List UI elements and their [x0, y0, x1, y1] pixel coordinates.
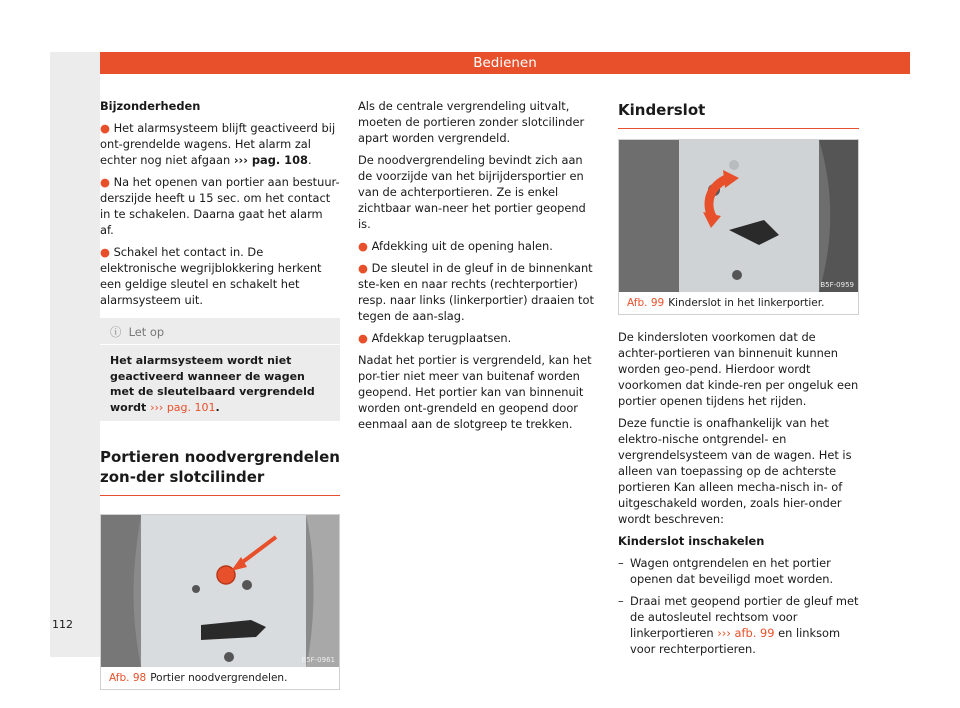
figure-98-image — [101, 515, 339, 667]
note-header — [100, 318, 340, 345]
note-body: Het alarmsysteem wordt niet geactiveerd wanneer de wagen met de sleutelbaard vergrendeld wordt ››› pag. 101. — [110, 354, 315, 414]
figure-98 — [100, 514, 340, 690]
bullet-icon: ● — [358, 261, 372, 275]
list-item: ● Afdekking uit de opening halen. — [358, 239, 553, 253]
page-number: 112 — [52, 618, 73, 631]
page-frame — [50, 52, 910, 684]
note-page-ref-link[interactable]: ››› pag. 101 — [150, 400, 216, 414]
step-item: – Draai met geopend portier de gleuf met de autosleutel rechtsom voor linkerportieren ››› afb. 99 en linksom voor rechterportieren. — [618, 593, 859, 657]
paragraph: Nadat het portier is vergrendeld, kan het por-tier niet meer van buitenaf worden geopend. Het portier kan van binnenuit worden ont-grendeld en geopend door eenmaal aan de slotgreep te trekken. — [358, 353, 592, 431]
list-item: ● Na het openen van portier aan bestuur-derszijde heeft u 15 sec. om het contact in te schakelen. Daarna gaat het alarm af. — [100, 175, 340, 237]
child-lock-illustration — [619, 140, 858, 292]
bullet-icon: ● — [100, 175, 114, 189]
page-header — [100, 52, 910, 74]
paragraph: Als de centrale vergrendeling uitvalt, moeten de portieren zonder slotcilinder apart worden vergrendeld. — [358, 99, 585, 145]
list-item: ● Schakel het contact in. De elektronische wegrijblokkering herkent een geldige sleutel en schakelt het alarmsysteem uit. — [100, 245, 322, 307]
figure-99-caption: Afb. 99 Kinderslot in het linkerportier. — [627, 297, 825, 309]
column-middle — [358, 98, 598, 438]
list-item: ● Afdekkap terugplaatsen. — [358, 331, 512, 345]
list-item: ● Het alarmsysteem blijft geactiveerd bij ont-grendelde wagens. Het alarm zal echter nog niet afgaan ››› pag. 108. — [100, 121, 336, 167]
list-item: ● De sleutel in de gleuf in de binnenkant ste-ken en naar rechts (rechterportier) resp. naar links (linkerportier) draaien tot tegen de aan-slag. — [358, 261, 594, 323]
header-title: Bedienen — [473, 55, 537, 71]
paragraph: De noodvergrendeling bevindt zich aan de voorzijde van het bijrijdersportier en van de achterportieren. Ze is enkel zichtbaar wan-neer het portier geopend is. — [358, 153, 586, 231]
door-emergency-lock-illustration — [101, 515, 339, 667]
page-content — [100, 74, 910, 684]
column-right — [618, 100, 859, 663]
section-heading-wrap — [618, 100, 859, 129]
section-heading-wrap — [100, 447, 340, 496]
paragraph: De kindersloten voorkomen dat de achter-portieren van binnenuit kunnen worden geo-pend. Hierdoor wordt voorkomen dat kinde-ren per ongeluk een portier openen tijdens het rijden. — [618, 330, 859, 408]
figure-98-label: Afb. 98 — [109, 672, 147, 684]
paragraph: Deze functie is onafhankelijk van het elektro-nische ontgrendel- en vergrendelsysteem van de wagen. Het is alleen van toepassing op de achterste portieren Kan alleen mecha-nisch in- of uitgeschakeld worden, zoals hier-onder wordt beschreven: — [618, 416, 852, 526]
column-left — [100, 98, 340, 690]
note-title: Let op — [128, 325, 165, 339]
note-box — [100, 318, 340, 421]
bullet-icon: ● — [358, 239, 372, 253]
page-ref-link[interactable]: ››› pag. 108 — [233, 153, 308, 167]
figure-99-image — [619, 140, 858, 292]
info-icon: ⓘ — [110, 325, 122, 339]
figure-98-code: B5F-0961 — [301, 656, 335, 664]
figure-99-label: Afb. 99 — [627, 297, 665, 309]
step-item: – Wagen ontgrendelen en het portier openen dat beveiligd moet worden. — [618, 555, 859, 587]
subheading-kinderslot-inschakelen: Kinderslot inschakelen — [618, 534, 765, 548]
figure-99 — [618, 139, 859, 315]
bullet-icon: ● — [100, 245, 114, 259]
bullet-icon: ● — [100, 121, 114, 135]
subheading-bijzonderheden: Bijzonderheden — [100, 99, 201, 113]
section-title-kinderslot: Kinderslot — [618, 101, 706, 119]
figure-ref-link[interactable]: ››› afb. 99 — [717, 626, 775, 640]
kinderslot-text — [618, 329, 859, 657]
figure-98-caption: Afb. 98 Portier noodvergrendelen. — [109, 672, 288, 684]
figure-99-code: B5F-0959 — [820, 281, 854, 289]
bullet-icon: ● — [358, 331, 372, 345]
section-title-noodvergrendelen: Portieren noodvergrendelen zon-der slotcilinder — [100, 448, 340, 486]
